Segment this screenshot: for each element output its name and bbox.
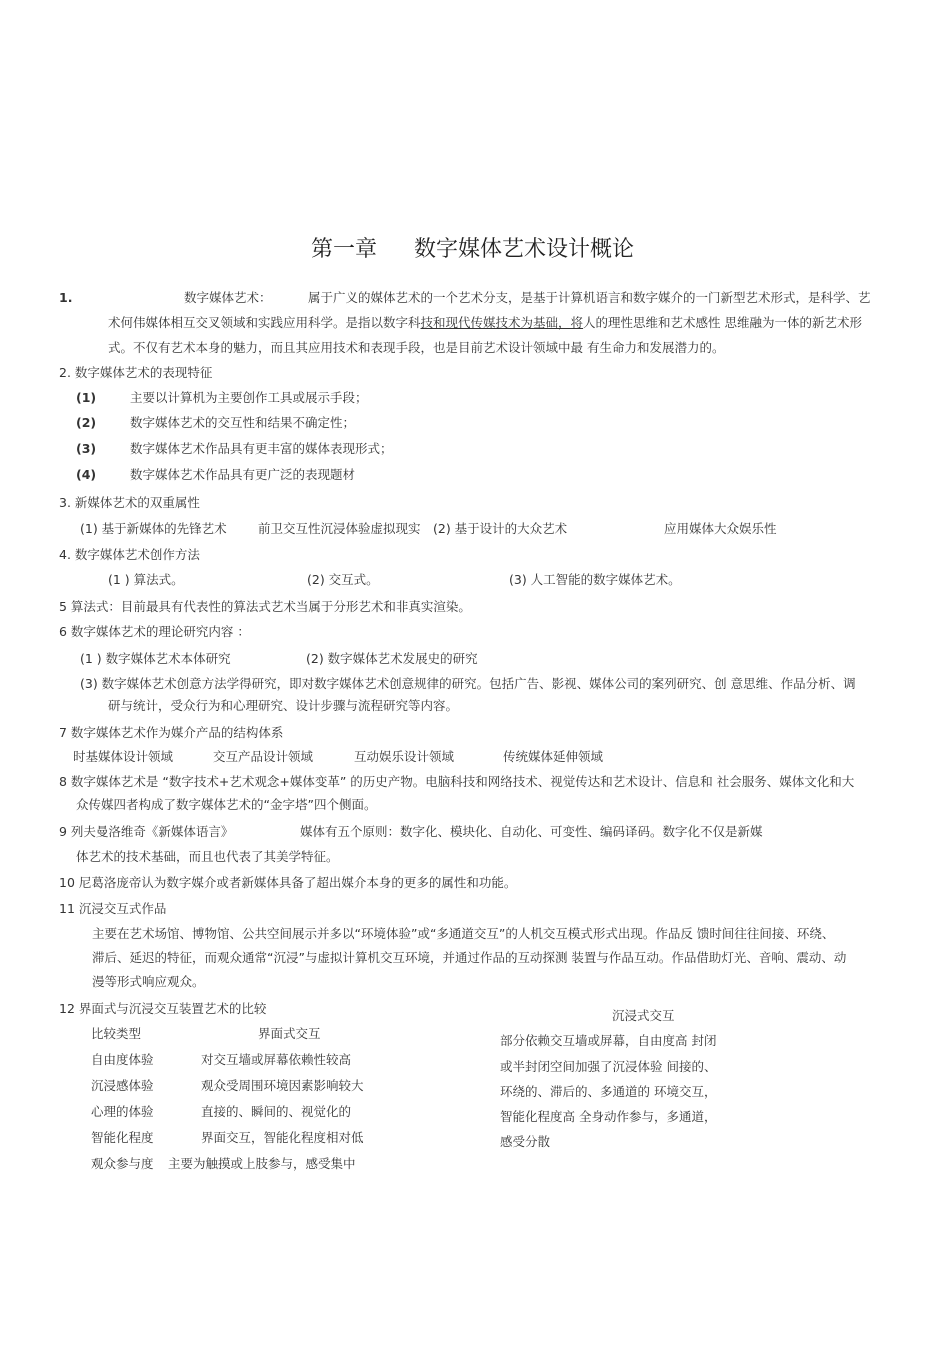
s9-part-a: 9 列夫曼洛维奇《新媒体语言》 (59, 824, 234, 839)
s4-item-a: (1 ) 算法式。 (108, 572, 184, 587)
s2-item-2: 数字媒体艺术的交互性和结果不确定性； (130, 415, 356, 430)
s6-item-a: (1 ) 数字媒体艺术本体研究 (80, 651, 231, 666)
s12-immersive-line-2: 或半封闭空间加强了沉浸体验 间接的、 (500, 1059, 717, 1074)
s2-item-3: 数字媒体艺术作品具有更丰富的媒体表现形式； (130, 441, 393, 456)
s12-row-4-type: 智能化程度 (91, 1130, 154, 1145)
s2-item-4-num: (4) (76, 467, 97, 482)
s10-text: 10 尼葛洛庞帝认为数字媒介或者新媒体具备了超出媒介本身的更多的属性和功能。 (59, 875, 517, 890)
s1-line-2 (108, 315, 862, 331)
s12-row-2-type: 沉浸感体验 (91, 1078, 154, 1093)
s7-item-3: 互动娱乐设计领域 (354, 749, 455, 764)
s5-text: 5 算法式：目前最具有代表性的算法式艺术当属于分形艺术和非真实渲染。 (59, 599, 471, 614)
s12-row-3-type: 心理的体验 (91, 1104, 154, 1119)
s12-immersive-line-1: 部分依赖交互墙或屏幕，自由度高 封闭 (500, 1033, 717, 1048)
s12-row-1-interface: 对交互墙或屏幕依赖性较高 (201, 1052, 352, 1067)
s12-immersive-line-4: 智能化程度高 全身动作参与，多通道， (500, 1109, 717, 1124)
s11-heading: 11 沉浸交互式作品 (59, 901, 167, 916)
s11-line-2: 滞后、延迟的特征，而观众通常“沉浸”与虚拟计算机交互环境，并通过作品的互动探测 装置与作品互动。作品借助灯光、音响、震动、动 (92, 950, 847, 965)
s7-item-2: 交互产品设计领域 (213, 749, 314, 764)
s12-immersive-line-5: 感受分散 (500, 1134, 551, 1149)
s3-item-a: (1) 基于新媒体的先锋艺术 (80, 521, 227, 536)
s12-row-5-type: 观众参与度 (91, 1156, 154, 1171)
s1-number: 1. (59, 290, 73, 305)
s3-item-c: (2) 基于设计的大众艺术 (433, 521, 568, 536)
s12-row-4-interface: 界面交互，智能化程度相对低 (201, 1130, 364, 1145)
s6-item-b: (2) 数字媒体艺术发展史的研究 (306, 651, 478, 666)
s8-line-2: 众传媒四者构成了数字媒体艺术的“金字塔”四个侧面。 (76, 797, 377, 812)
s2-heading: 2. 数字媒体艺术的表现特征 (59, 365, 213, 380)
s12-col-type-header: 比较类型 (91, 1026, 142, 1041)
s9-line-2: 体艺术的技术基础，而且也代表了其美学特征。 (76, 849, 339, 864)
s12-col-immersive-header: 沉浸式交互 (612, 1008, 675, 1023)
s3-heading: 3. 新媒体艺术的双重属性 (59, 495, 200, 510)
s4-item-b: (2) 交互式。 (307, 572, 379, 587)
s1-line-1: 属于广义的媒体艺术的一个艺术分支，是基于计算机语言和数字媒介的一门新型艺术形式，是科学、艺 (308, 290, 871, 305)
s12-row-3-interface: 直接的、瞬间的、视觉化的 (201, 1104, 352, 1119)
s1-underlined-phrase: 技和现代传媒技术为基础，将 (420, 315, 584, 330)
s6-heading: 6 数字媒体艺术的理论研究内容 ： (59, 624, 250, 639)
s1-term: 数字媒体艺术： (184, 290, 272, 305)
s4-item-c: (3) 人工智能的数字媒体艺术。 (509, 572, 681, 587)
s7-item-1: 时基媒体设计领域 (73, 749, 174, 764)
s2-item-1-num: (1) (76, 390, 97, 405)
s2-item-4: 数字媒体艺术作品具有更广泛的表现题材 (130, 467, 356, 482)
s7-item-4: 传统媒体延伸领域 (503, 749, 604, 764)
s12-immersive-line-3: 环绕的、滞后的、多通道的 环境交互， (500, 1084, 717, 1099)
chapter-title: 数字媒体艺术设计概论 (414, 237, 635, 262)
s6-item-c-line-2: 研与统计，受众行为和心理研究、设计步骤与流程研究等内容。 (108, 698, 459, 713)
s12-col-interface-header: 界面式交互 (258, 1026, 321, 1041)
s6-item-c-line-1: (3) 数字媒体艺术创意方法学得研究，即对数字媒体艺术创意规律的研究。包括广告、影视、媒体公司的案列研究、创 意思维、作品分析、调 (80, 676, 856, 691)
s12-row-5-interface: 主要为触摸或上肢参与，感受集中 (168, 1156, 356, 1171)
chapter-number: 第一章 (311, 237, 378, 262)
s1-line-3: 式。不仅有艺术本身的魅力，而且其应用技术和表现手段，也是目前艺术设计领域中最 有生命力和发展潜力的。 (108, 340, 725, 355)
s7-heading: 7 数字媒体艺术作为媒介产品的结构体系 (59, 725, 284, 740)
s12-heading: 12 界面式与沉浸交互装置艺术的比较 (59, 1001, 267, 1016)
s2-item-2-num: (2) (76, 415, 97, 430)
s2-item-1: 主要以计算机为主要创作工具或展示手段； (130, 390, 368, 405)
s12-row-2-interface: 观众受周围环境因素影响较大 (201, 1078, 364, 1093)
s3-item-b: 前卫交互性沉浸体验虚拟现实 (258, 521, 421, 536)
s12-row-1-type: 自由度体验 (91, 1052, 154, 1067)
s11-line-3: 漫等形式响应观众。 (92, 974, 205, 989)
s4-heading: 4. 数字媒体艺术创作方法 (59, 547, 200, 562)
s2-item-3-num: (3) (76, 441, 97, 456)
s1-line-2a: 术何伟媒体相互交叉领域和实践应用科学。是指以数字科 (108, 315, 421, 330)
s8-line-1: 8 数字媒体艺术是 “数字技术+艺术观念+媒体变革” 的历史产物。电脑科技和网络技术、视觉传达和艺术设计、信息和 社会服务、媒体文化和大 (59, 774, 855, 789)
s3-item-d: 应用媒体大众娱乐性 (664, 521, 777, 536)
s11-line-1: 主要在艺术场馆、博物馆、公共空间展示并多以“环境体验”或“多通道交互”的人机交互模式形式出现。作品反 馈时间往往间接、环绕、 (92, 926, 835, 941)
s9-part-b: 媒体有五个原则：数字化、模块化、自动化、可变性、编码译码。数字化不仅是新媒 (300, 824, 763, 839)
s1-line-2c: 人的理性思维和艺术感性 思维融为一体的新艺术形 (583, 315, 863, 330)
